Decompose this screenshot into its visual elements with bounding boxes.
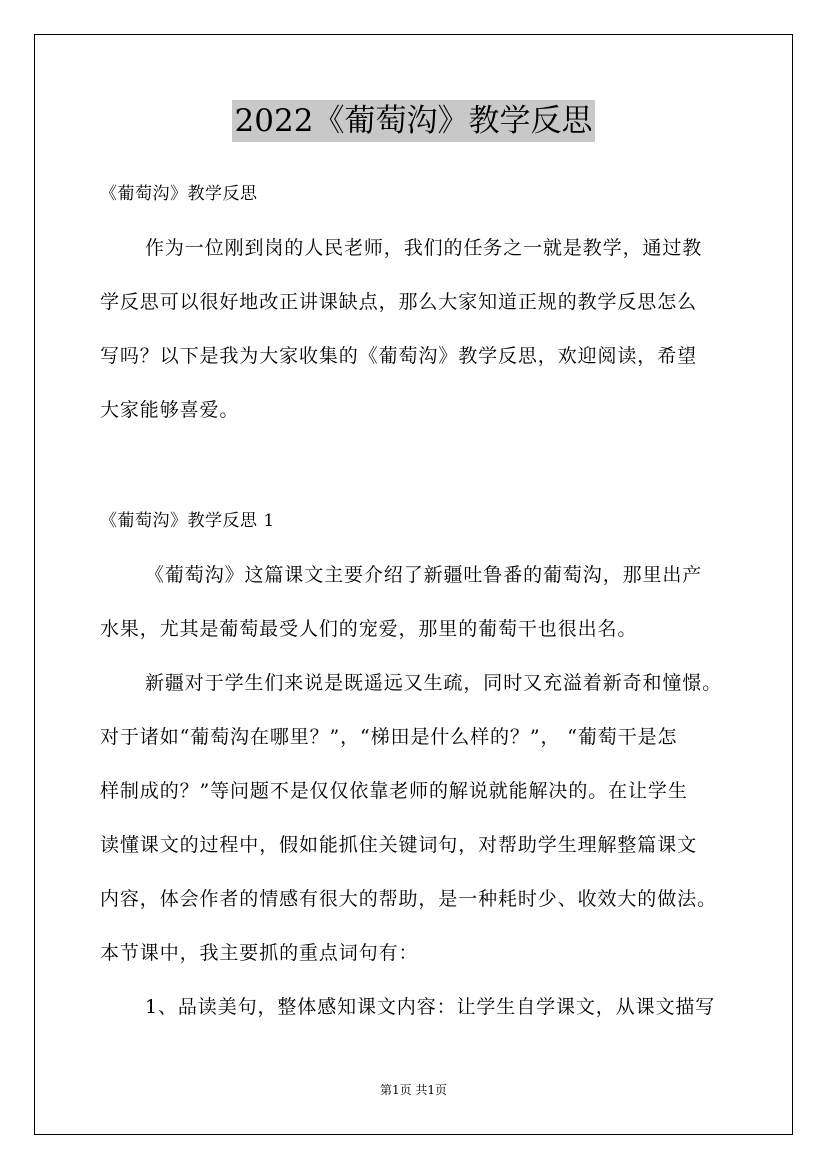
- title-container: [0, 100, 827, 142]
- page-footer: 第1页 共1页: [379, 1083, 448, 1097]
- intro-line-4: 大家能够喜爱。: [100, 399, 240, 421]
- section1-line-8: 本节课中，我主要抓的重点词句有：: [100, 942, 419, 964]
- section1-line-1: 《葡萄沟》这篇课文主要介绍了新疆吐鲁番的葡萄沟，那里出产: [145, 564, 703, 586]
- section1-line-7: 内容，体会作者的情感有很大的帮助，是一种耗时少、收效大的做法。: [100, 888, 717, 910]
- intro-line-1: 作为一位刚到岗的人民老师，我们的任务之一就是教学，通过教: [145, 237, 703, 259]
- section1-line-5: 样制成的？”等问题不是仅仅依靠老师的解说就能解决的。在让学生: [100, 780, 688, 802]
- section1-line-6: 读懂课文的过程中，假如能抓住关键词句，对帮助学生理解整篇课文: [100, 834, 698, 856]
- document-title: 2022《葡萄沟》教学反思: [232, 100, 596, 142]
- intro-heading: 《葡萄沟》教学反思: [100, 184, 258, 204]
- intro-line-3: 写吗？以下是我为大家收集的《葡萄沟》教学反思，欢迎阅读，希望: [100, 345, 698, 367]
- intro-line-2: 学反思可以很好地改正讲课缺点，那么大家知道正规的教学反思怎么: [100, 291, 698, 313]
- section1-line-4: 对于诸如“葡萄沟在哪里？”，“梯田是什么样的？”， “葡萄干是怎: [100, 726, 678, 748]
- section1-line-3: 新疆对于学生们来说是既遥远又生疏，同时又充溢着新奇和憧憬。: [145, 672, 723, 694]
- section1-line-2: 水果，尤其是葡萄最受人们的宠爱，那里的葡萄干也很出名。: [100, 618, 638, 640]
- section1-line-9: 1、品读美句，整体感知课文内容：让学生自学课文，从课文描写: [145, 996, 716, 1018]
- section1-heading: 《葡萄沟》教学反思 1: [100, 511, 275, 531]
